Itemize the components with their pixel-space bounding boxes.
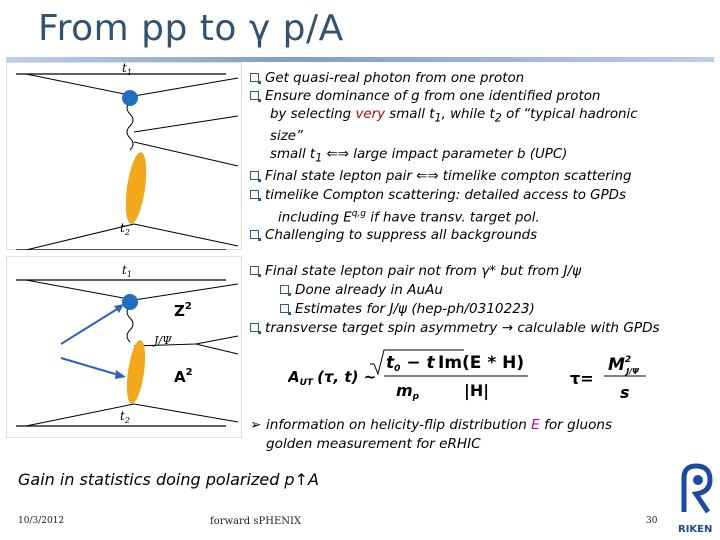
list-item: timelike Compton scattering: detailed access to GPDs [250,187,638,205]
page-number: 30 [646,516,658,526]
list-item: small $t_1$ ⇐⇒ large impact parameter b (UPC) [270,147,568,166]
page-title: From pp to γ p/A [38,8,344,49]
photon-vertex [122,90,138,106]
checkbox-bullet-icon [250,323,259,332]
svg-text:τ=: τ= [570,369,594,388]
svg-text:|H|: |H| [464,381,490,400]
checkbox-bullet-icon [250,171,259,180]
checkbox-bullet-icon [250,73,259,82]
list-item: including E$^{q,g}$ if have transv. target pol. [278,208,540,226]
label-jpsi: J/Ψ [154,334,172,347]
list-item: Ensure dominance of g from one identified proton [250,88,638,106]
checkbox-bullet-icon [280,285,289,294]
footer-title: forward sPHENIX [210,516,302,527]
checkbox-bullet-icon [250,266,259,275]
svg-text:s: s [620,383,630,402]
list-item: Get quasi-real photon from one proton [250,70,638,88]
svg-text:AUT(τ, t) ~: $A_{UT}$ (τ, t) ~ [288,368,377,388]
feynman-diagram-jpsi [6,256,242,438]
svg-text:mp: mp [396,381,420,402]
list-item: Final state lepton pair ⇐⇒ timelike compton scattering [250,168,638,186]
list-item: transverse target spin asymmetry → calculable with GPDs [250,319,660,338]
svg-text:t0 − t: t0 − t [386,353,435,374]
label-z2: $Z^2$ [174,301,192,320]
arrow-bullet-icon: ➢ [250,417,262,433]
list-item: ➢ information on helicity-flip distribution E for gluons [250,417,613,433]
feynman-diagram-top [6,62,242,250]
label-t2: $t_2$ [120,409,130,425]
list-item: Done already in AuAu [250,281,660,300]
svg-text:Im(E * H): Im(E * H) [438,353,525,373]
formula-aut [288,342,708,406]
label-t2: $t_2$ [120,221,130,237]
svg-text:RIKEN: RIKEN [678,524,713,535]
svg-text:M2J/Ψ: $M^2$ J/Ψ [608,355,639,376]
list-item: Challenging to suppress all backgrounds [250,227,638,245]
label-a2: $A^2$ [174,367,193,386]
checkbox-bullet-icon [250,190,259,199]
checkbox-bullet-icon [280,304,289,313]
label-t1: $t_1$ [122,62,132,77]
checkbox-bullet-icon [250,230,259,239]
photon-vertex [122,294,138,310]
checkbox-bullet-icon [250,91,259,100]
footer-date: 10/3/2012 [18,516,65,526]
list-item: Estimates for J/ψ (hep-ph/0310223) [250,300,660,319]
bullet-list-jpsi [250,262,660,338]
list-item: by selecting very small $t_1$, while $t_2$ of “typical hadronic [270,107,638,126]
list-item: size” [270,129,303,145]
list-item: golden measurement for eRHIC [266,436,481,452]
bullet-list-top [250,70,638,246]
info-block [250,416,612,454]
riken-logo [672,460,720,540]
label-t1: $t_1$ [122,263,132,279]
gain-statement: Gain in statistics doing polarized p↑A [18,470,319,489]
list-item: Final state lepton pair not from γ* but from J/ψ [250,262,660,281]
